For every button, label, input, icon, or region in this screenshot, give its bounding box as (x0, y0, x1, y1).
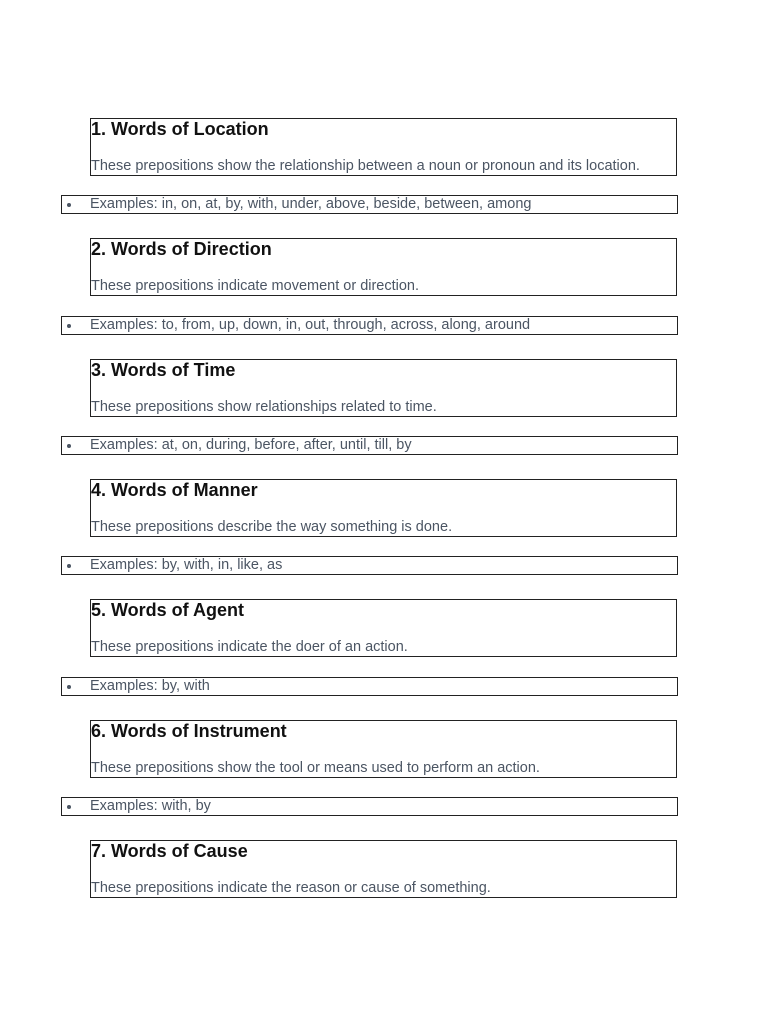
section-description: These prepositions show relationships related to time. (91, 399, 437, 415)
examples-text: Examples: by, with (90, 678, 210, 694)
section-description: These prepositions indicate the reason or cause of something. (91, 880, 491, 896)
examples-text: Examples: to, from, up, down, in, out, through, across, along, around (90, 317, 531, 333)
section-instrument-header (90, 720, 677, 778)
section-agent-header (90, 599, 677, 657)
examples-list-item (61, 316, 678, 335)
section-description: These prepositions indicate movement or direction. (91, 278, 420, 294)
examples-text: Examples: in, on, at, by, with, under, above, beside, between, among (90, 196, 532, 212)
bullet-icon (67, 324, 71, 328)
examples-list-item (61, 677, 678, 696)
examples-text: Examples: at, on, during, before, after, until, till, by (90, 437, 412, 453)
bullet-icon (67, 444, 71, 448)
section-description: These prepositions show the relationship between a noun or pronoun and its location. (91, 158, 640, 174)
section-title: 2. Words of Direction (91, 239, 272, 259)
section-cause-header (90, 840, 677, 898)
examples-text: Examples: by, with, in, like, as (90, 557, 283, 573)
section-description: These prepositions show the tool or means used to perform an action. (91, 760, 540, 776)
section-description: These prepositions describe the way something is done. (91, 519, 453, 535)
bullet-icon (67, 685, 71, 689)
bullet-icon (67, 805, 71, 809)
section-title: 7. Words of Cause (91, 841, 248, 861)
section-title: 1. Words of Location (91, 119, 269, 139)
section-manner-header (90, 479, 677, 537)
examples-list-item (61, 797, 678, 816)
section-description: These prepositions indicate the doer of an action. (91, 639, 408, 655)
section-title: 4. Words of Manner (91, 480, 258, 500)
section-title: 5. Words of Agent (91, 600, 244, 620)
examples-text: Examples: with, by (90, 798, 211, 814)
examples-list-item (61, 195, 678, 214)
section-time-header (90, 359, 677, 417)
examples-list-item (61, 436, 678, 455)
section-direction-header (90, 238, 677, 296)
section-title: 3. Words of Time (91, 360, 236, 380)
section-location-header (90, 118, 677, 176)
bullet-icon (67, 564, 71, 568)
examples-list-item (61, 556, 678, 575)
bullet-icon (67, 203, 71, 207)
section-title: 6. Words of Instrument (91, 721, 287, 741)
